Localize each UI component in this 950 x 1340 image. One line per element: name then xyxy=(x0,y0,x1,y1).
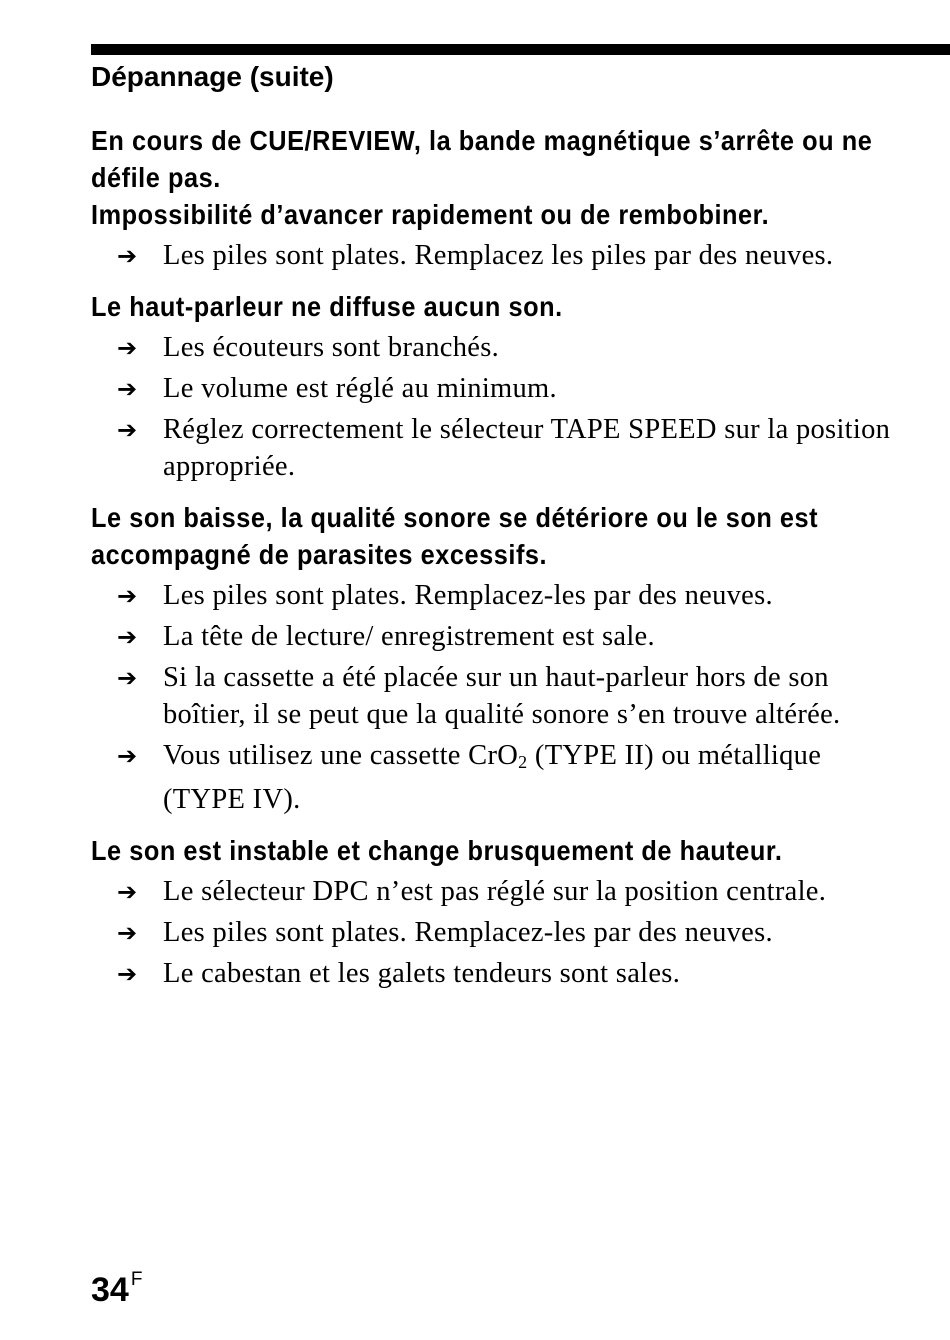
arrow-right-icon: ➔ xyxy=(117,242,138,270)
solution-item: ➔ La tête de lecture/ enregistrement est sale. xyxy=(91,618,891,655)
section-heading: Le haut-parleur ne diffuse aucun son. xyxy=(91,291,563,322)
section-no-speaker-sound xyxy=(91,288,891,485)
solution-item: ➔ Le cabestan et les galets tendeurs sont sales. xyxy=(91,955,891,992)
arrow-right-icon: ➔ xyxy=(117,664,138,692)
solution-item: ➔ Si la cassette a été placée sur un haut-parleur hors de son boîtier, il se peut que la qualité sonore s’en trouve altérée. xyxy=(117,662,841,730)
section-heading: Impossibilité d’avancer rapidement ou de rembobiner. xyxy=(91,199,770,230)
section-cue-review xyxy=(91,122,891,274)
arrow-right-icon: ➔ xyxy=(117,375,138,403)
page-suffix: F xyxy=(130,1269,143,1290)
solution-item: ➔ Les piles sont plates. Remplacez-les par des neuves. xyxy=(91,577,891,614)
arrow-right-icon: ➔ xyxy=(117,416,138,444)
page-title: Dépannage (suite) xyxy=(91,61,334,92)
section-heading: En cours de CUE/REVIEW, la bande magnétique s’arrête ou ne défile pas. xyxy=(91,125,873,193)
solution-item: ➔ Le sélecteur DPC n’est pas réglé sur la position centrale. xyxy=(91,873,891,910)
solution-item: ➔ Les piles sont plates. Remplacez-les par des neuves. xyxy=(91,914,891,951)
section-sound-quality xyxy=(91,499,891,818)
arrow-right-icon: ➔ xyxy=(117,582,138,610)
arrow-right-icon: ➔ xyxy=(117,878,138,906)
section-heading: Le son baisse, la qualité sonore se détériore ou le son est accompagné de parasites excessifs. xyxy=(91,502,819,570)
solution-item: ➔ Vous utilisez une cassette CrO$_2$ (TYPE II) ou métallique (TYPE IV). xyxy=(117,740,822,815)
solution-list xyxy=(91,329,891,485)
subscript-two: 2 xyxy=(518,752,528,772)
arrow-right-icon: ➔ xyxy=(117,960,138,988)
solution-item: ➔ Le volume est réglé au minimum. xyxy=(91,370,891,407)
arrow-right-icon: ➔ xyxy=(117,742,138,770)
solution-list xyxy=(91,577,891,818)
top-rule xyxy=(91,44,950,55)
section-heading: Le son est instable et change brusquement de hauteur. xyxy=(91,835,783,866)
solution-list xyxy=(91,237,891,274)
arrow-right-icon: ➔ xyxy=(117,623,138,651)
arrow-right-icon: ➔ xyxy=(117,334,138,362)
page-number: 34 $^F$ xyxy=(91,1269,143,1309)
solution-item: ➔ Les piles sont plates. Remplacez les piles par des neuves. xyxy=(91,237,891,274)
solution-list xyxy=(91,873,891,992)
troubleshooting-content xyxy=(91,122,891,1006)
arrow-right-icon: ➔ xyxy=(117,919,138,947)
solution-item: ➔ Les écouteurs sont branchés. xyxy=(91,329,891,366)
section-unstable-sound xyxy=(91,832,891,992)
solution-item: ➔ Réglez correctement le sélecteur TAPE SPEED sur la position appropriée. xyxy=(117,414,891,482)
